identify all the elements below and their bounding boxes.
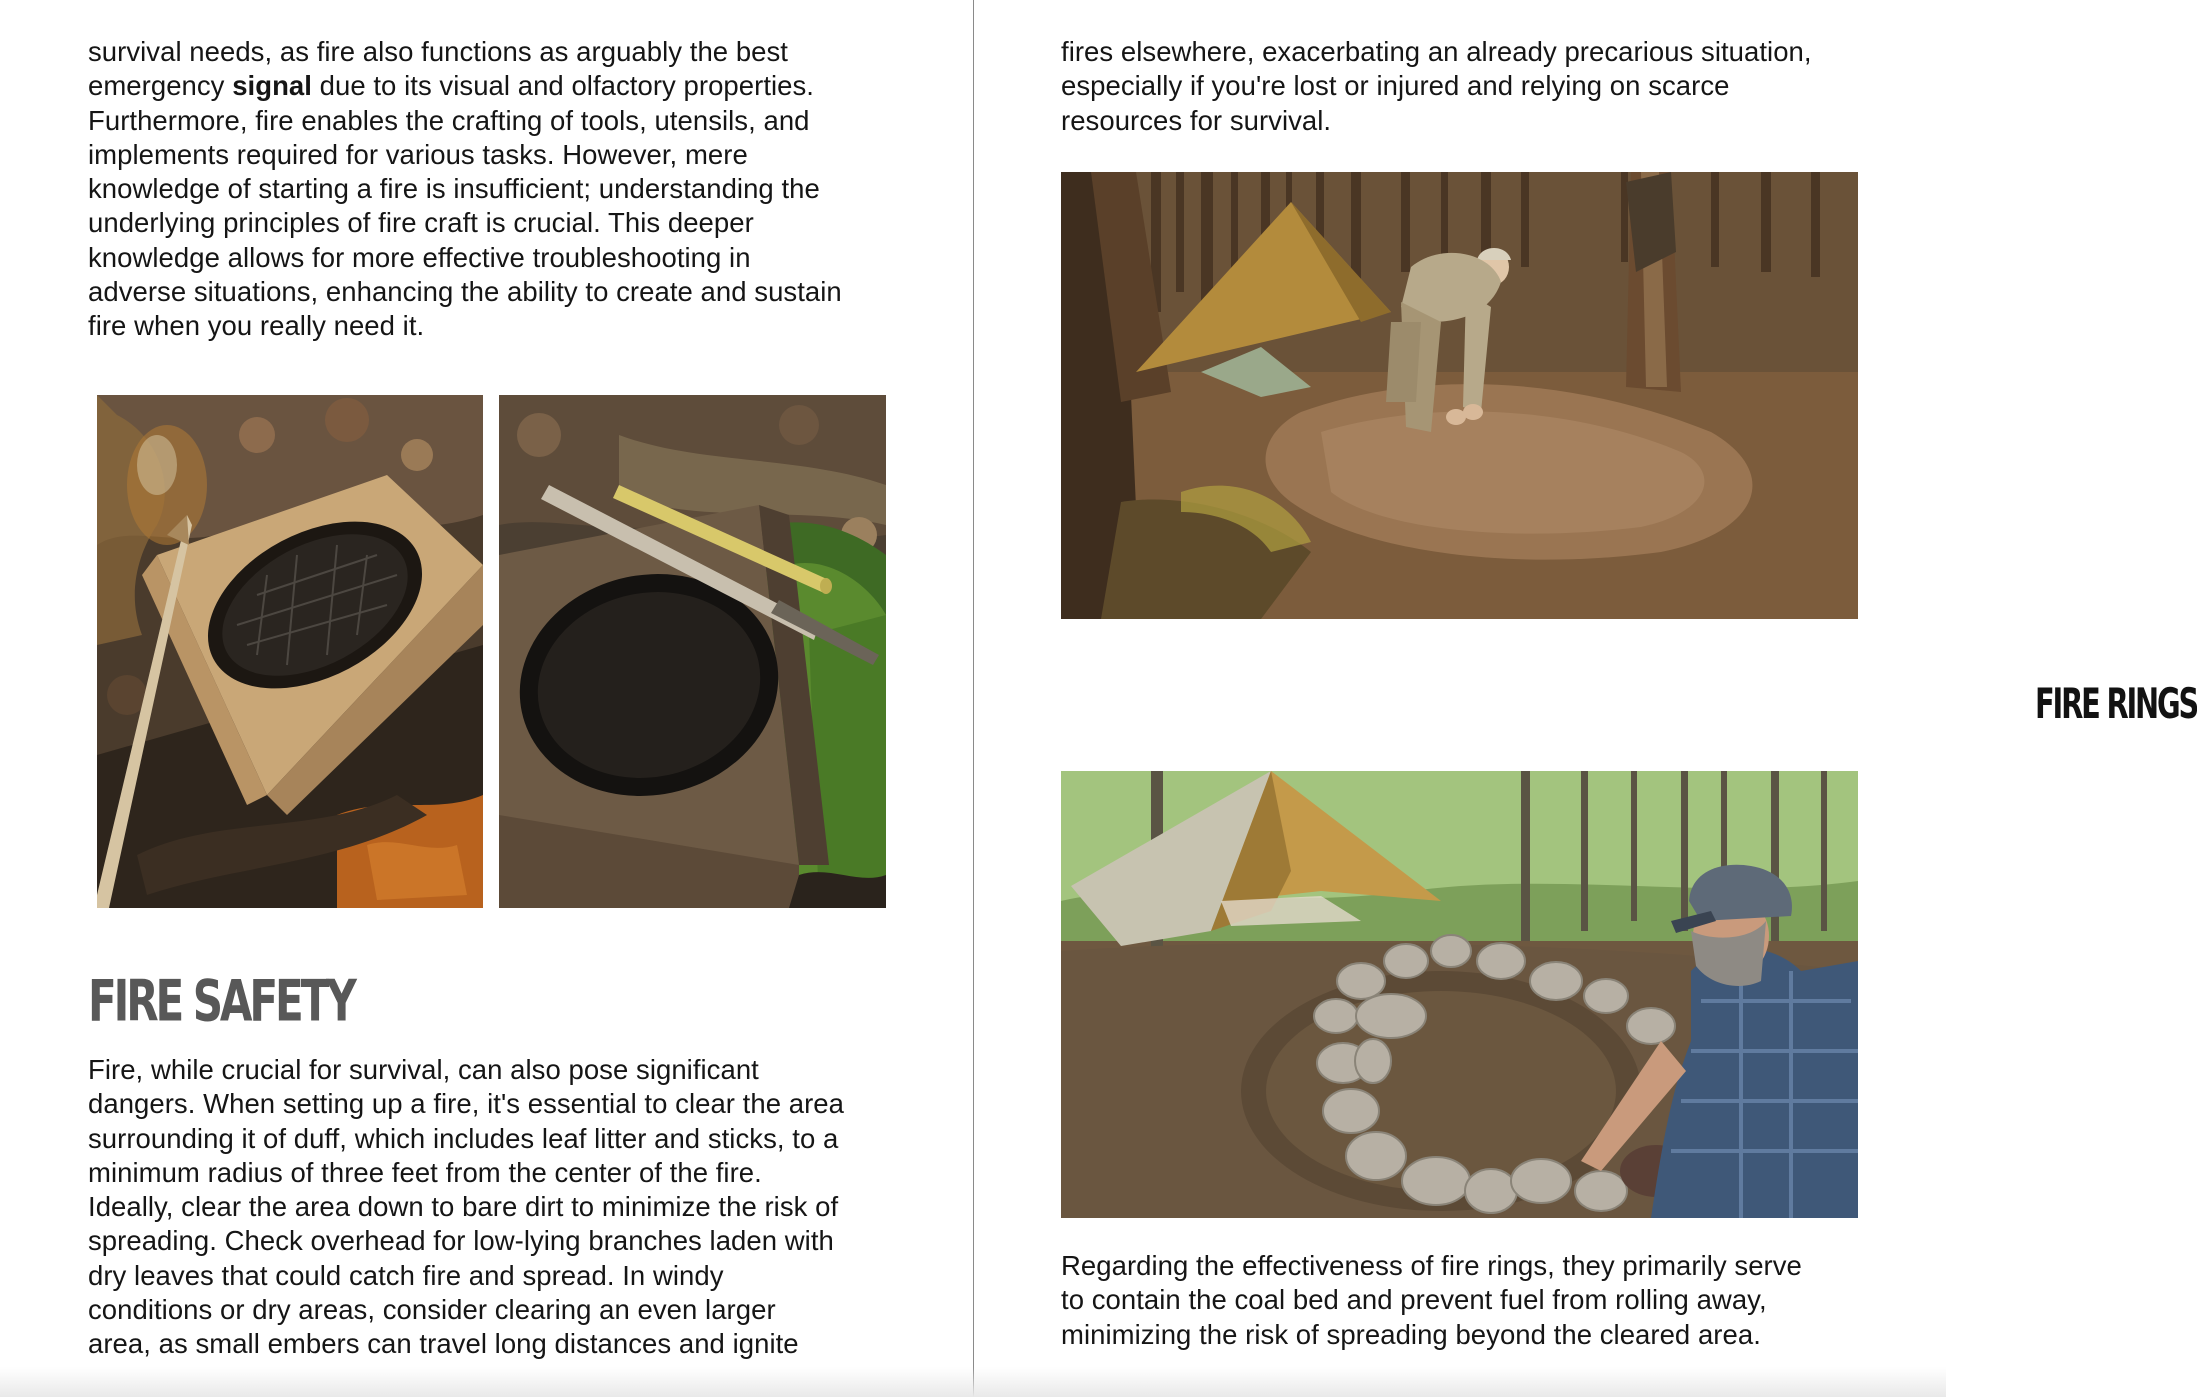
continuation-paragraph <box>1061 35 1812 138</box>
text-line: area, as small embers can travel long distances and ignite <box>88 1328 799 1360</box>
text-line: spreading. Check overhead for low-lying branches laden with <box>88 1225 834 1257</box>
text-line: fire when you really need it. <box>88 310 425 342</box>
text-line: dry leaves that could catch fire and spread. In windy <box>88 1259 724 1291</box>
text-line: adverse situations, enhancing the ability to create and sustain <box>88 276 842 308</box>
text-line: knowledge allows for more effective troubleshooting in <box>88 241 751 273</box>
text-line: fires elsewhere, exacerbating an already precarious situation, <box>1061 36 1812 67</box>
fire-safety-paragraph <box>88 1053 844 1362</box>
text-line: conditions or dry areas, consider clearing an even larger <box>88 1294 776 1326</box>
photo-clearing-area <box>1061 172 1858 619</box>
fire-rings-heading: FIRE RINGS <box>2035 680 2197 729</box>
right-page <box>974 0 2197 1397</box>
text-line: Furthermore, fire enables the crafting of tools, utensils, and <box>88 104 810 136</box>
text-line: especially if you're lost or injured and relying on scarce <box>1061 70 1730 102</box>
text-line: knowledge of starting a fire is insufficient; understanding the <box>88 173 820 205</box>
fire-safety-heading: FIRE SAFETY <box>88 968 354 1035</box>
intro-paragraph <box>88 35 842 344</box>
text-line: implements required for various tasks. However, mere <box>88 138 748 170</box>
text-line: Ideally, clear the area down to bare dirt to minimize the risk of <box>88 1191 839 1223</box>
photo-carved-bowl <box>499 395 886 908</box>
photo-burnt-bowl <box>97 395 483 908</box>
fire-rings-paragraph <box>1061 1249 1802 1352</box>
text-line: resources for survival. <box>1061 104 1332 136</box>
left-page <box>0 0 973 1397</box>
text-line: survival needs, as fire also functions as arguably the best <box>88 36 788 67</box>
text-line: minimizing the risk of spreading beyond the cleared area. <box>1061 1318 1761 1350</box>
bottom-shadow <box>0 1367 1946 1397</box>
text-line: surrounding it of duff, which includes leaf litter and sticks, to a <box>88 1122 839 1154</box>
text-line: to contain the coal bed and prevent fuel from rolling away, <box>1061 1284 1767 1316</box>
text-line: minimum radius of three feet from the center of the fire. <box>88 1156 762 1188</box>
signal-emphasis: signal <box>232 70 312 102</box>
text-line: Fire, while crucial for survival, can also pose significant <box>88 1054 759 1085</box>
photo-fire-ring <box>1061 771 1858 1218</box>
text-line: emergency signal due to its visual and olfactory properties. <box>88 70 814 102</box>
text-line: underlying principles of fire craft is crucial. This deeper <box>88 207 754 239</box>
text-line: dangers. When setting up a fire, it's essential to clear the area <box>88 1088 844 1120</box>
text-line: Regarding the effectiveness of fire rings, they primarily serve <box>1061 1250 1802 1281</box>
